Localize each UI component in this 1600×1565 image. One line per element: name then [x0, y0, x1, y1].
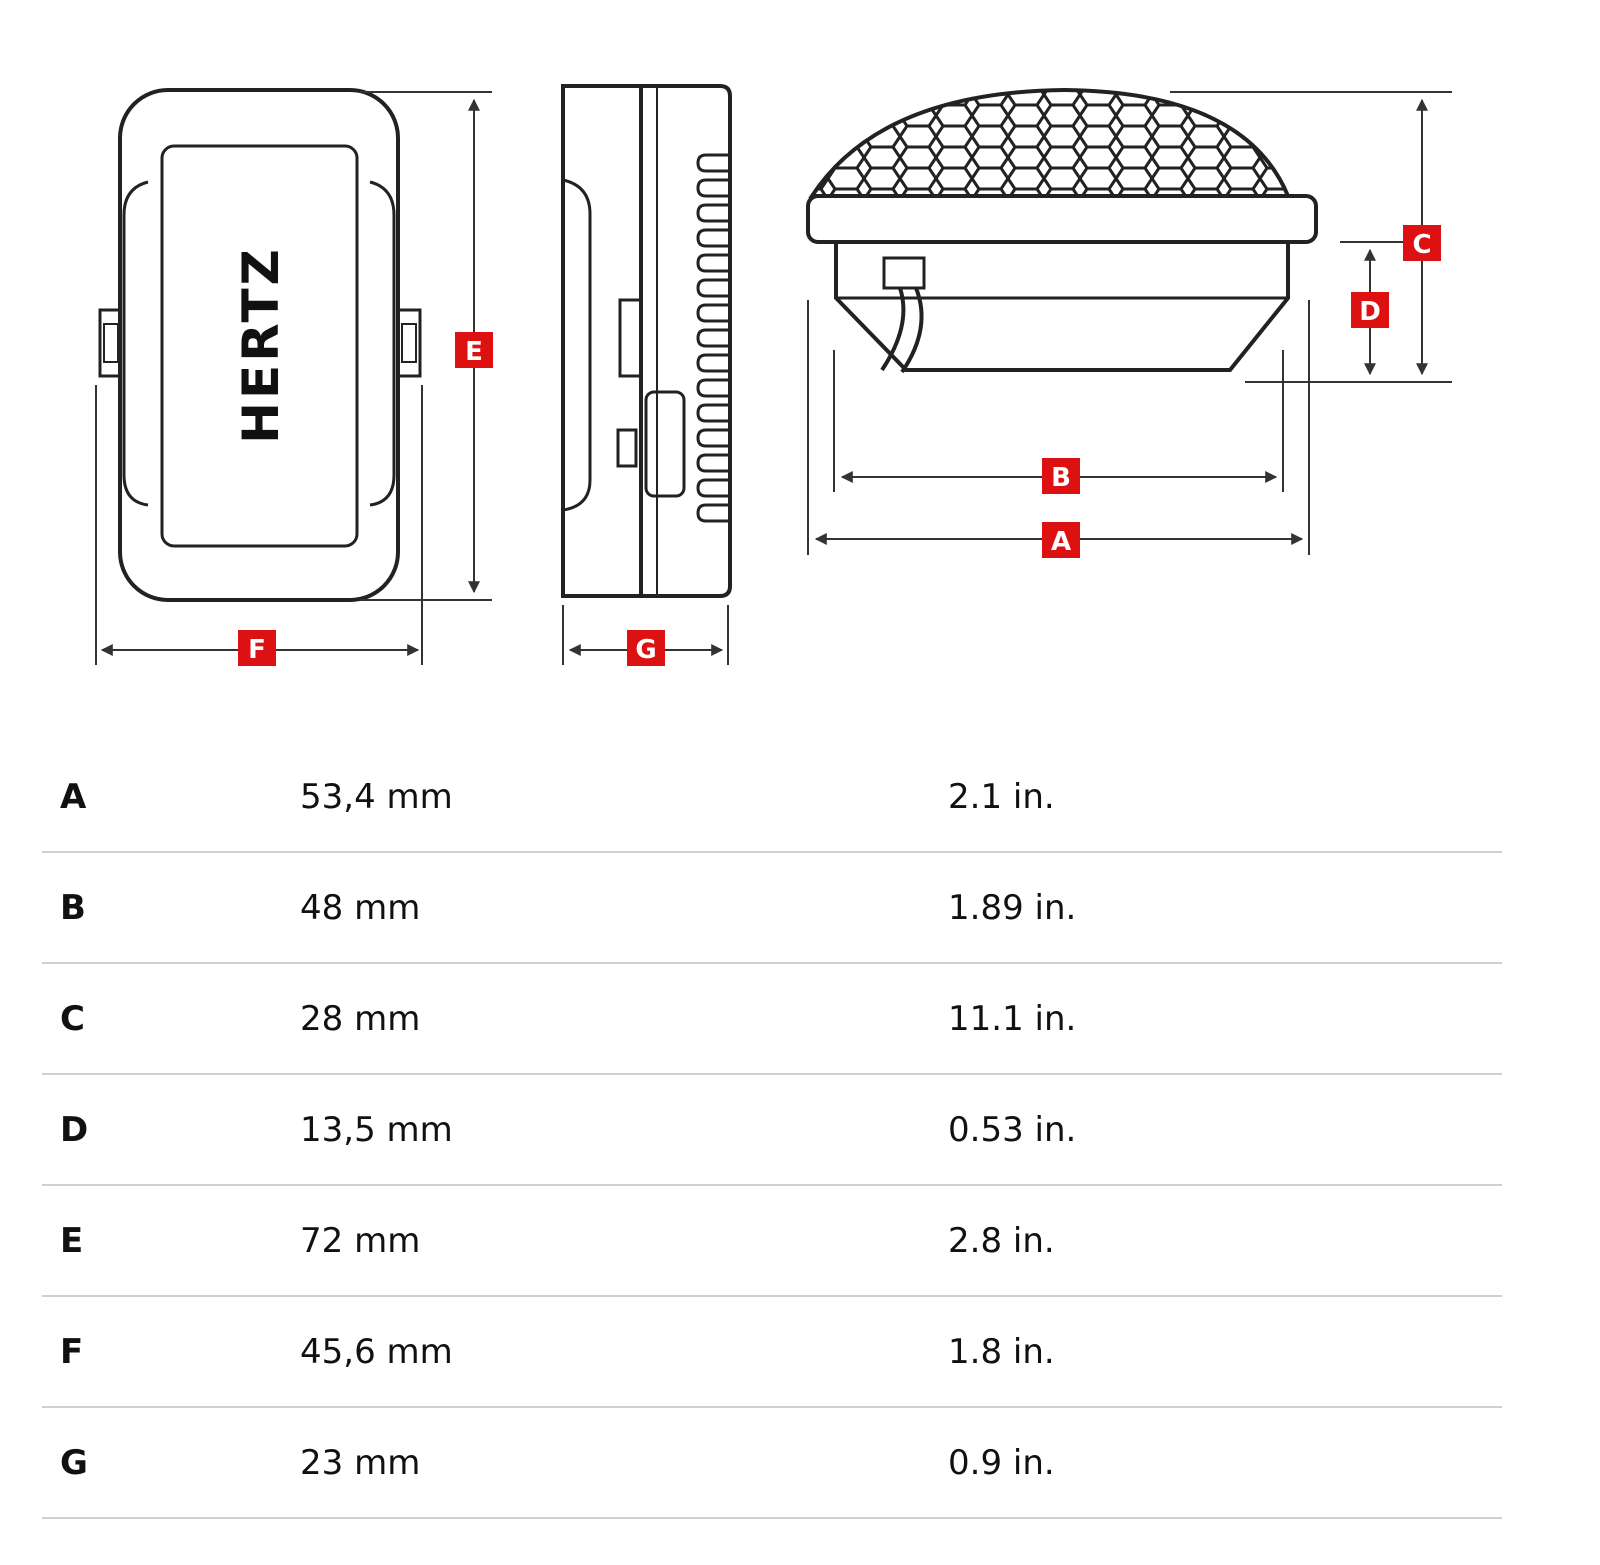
dim-badge-c — [1403, 225, 1441, 261]
dimension-mm: 53,4 mm — [300, 742, 948, 852]
dimension-inch: 2.1 in. — [948, 742, 1502, 852]
dimension-label: E — [42, 1185, 300, 1296]
cooling-fin — [698, 480, 730, 496]
dim-badge-a — [1042, 522, 1080, 558]
dim-badge-b — [1042, 458, 1080, 494]
dimension-label: A — [42, 742, 300, 852]
dimension-mm: 23 mm — [300, 1407, 948, 1518]
table-row — [42, 1407, 1502, 1518]
table-row — [42, 742, 1502, 852]
dimension-inch: 0.53 in. — [948, 1074, 1502, 1185]
tweeter-grille-mesh — [800, 86, 1300, 206]
right-grip — [370, 182, 394, 505]
cooling-fin — [698, 355, 730, 371]
dimension-label: D — [42, 1074, 300, 1185]
side-fins — [698, 155, 730, 521]
dimension-mm: 45,6 mm — [300, 1296, 948, 1407]
dimension-mm: 48 mm — [300, 852, 948, 963]
cooling-fin — [698, 280, 730, 296]
front-dimension-lines — [96, 92, 492, 665]
brand-logo: HERTZ — [232, 246, 290, 444]
cooling-fin — [698, 405, 730, 421]
svg-text:C: C — [1412, 230, 1432, 260]
table-row — [42, 1185, 1502, 1296]
table-row — [42, 1296, 1502, 1407]
table-row — [42, 1074, 1502, 1185]
dimension-label: B — [42, 852, 300, 963]
svg-text:G: G — [635, 635, 657, 665]
svg-text:D: D — [1359, 297, 1381, 327]
dimensions-table — [42, 742, 1502, 1519]
svg-text:F: F — [248, 635, 266, 665]
cooling-fin — [698, 230, 730, 246]
dimension-mm: 28 mm — [300, 963, 948, 1074]
dimension-mm: 13,5 mm — [300, 1074, 948, 1185]
dimension-inch: 1.89 in. — [948, 852, 1502, 963]
cooling-fin — [698, 305, 730, 321]
cooling-fin — [698, 255, 730, 271]
cooling-fin — [698, 455, 730, 471]
dim-badge-f — [238, 630, 276, 666]
table-row — [42, 852, 1502, 963]
cooling-fin — [698, 155, 730, 171]
side-switch — [646, 392, 684, 496]
dimension-inch: 2.8 in. — [948, 1185, 1502, 1296]
dimension-inch: 0.9 in. — [948, 1407, 1502, 1518]
left-grip — [124, 182, 148, 505]
svg-text:B: B — [1051, 463, 1071, 493]
dimension-inch: 1.8 in. — [948, 1296, 1502, 1407]
cooling-fin — [698, 430, 730, 446]
dimension-inch: 11.1 in. — [948, 963, 1502, 1074]
tweeter-terminal — [884, 258, 924, 288]
dimension-label: G — [42, 1407, 300, 1518]
dim-badge-d — [1351, 292, 1389, 328]
dimension-label: C — [42, 963, 300, 1074]
table-row — [42, 963, 1502, 1074]
svg-text:E: E — [465, 337, 483, 367]
cooling-fin — [698, 330, 730, 346]
tweeter-view — [800, 86, 1316, 372]
cooling-fin — [698, 180, 730, 196]
cooling-fin — [698, 505, 730, 521]
dimension-label: F — [42, 1296, 300, 1407]
cooling-fin — [698, 205, 730, 221]
tweeter-flange — [808, 196, 1316, 242]
svg-text:A: A — [1050, 527, 1072, 557]
dim-badge-e — [455, 332, 493, 368]
cooling-fin — [698, 380, 730, 396]
technical-drawing — [0, 0, 1600, 720]
dimension-mm: 72 mm — [300, 1185, 948, 1296]
dim-badge-g — [627, 630, 665, 666]
